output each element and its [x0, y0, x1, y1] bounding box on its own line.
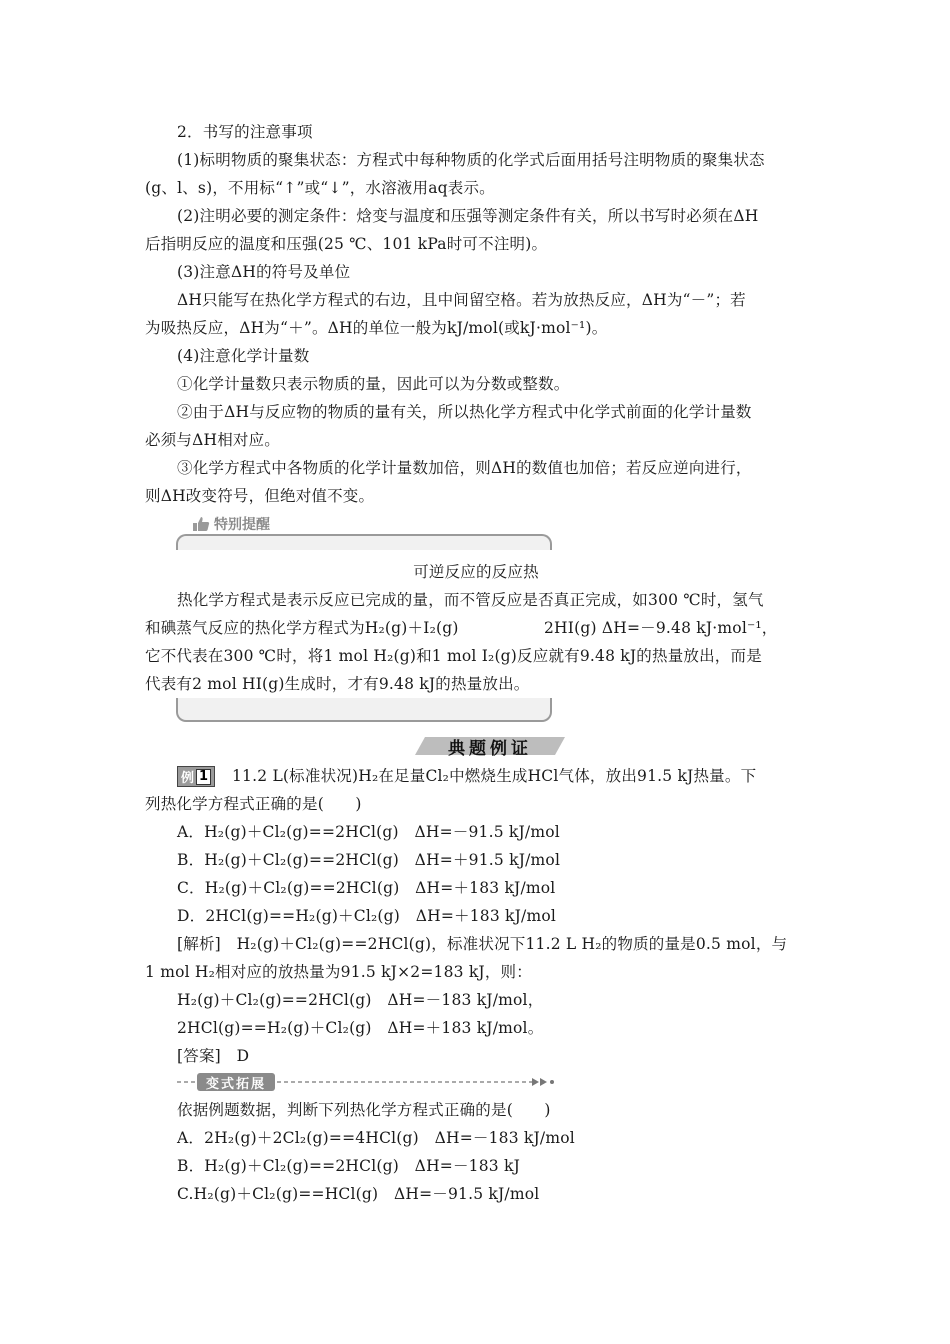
analysis-text: 1 mol H₂相对应的放热量为91.5 kJ×2=183 kJ，则：: [145, 963, 532, 981]
analysis-equation: H₂(g)＋Cl₂(g)==2HCl(g) ΔH=－183 kJ/mol，: [177, 991, 544, 1009]
tip-box-bottom: [176, 698, 552, 722]
tip-banner: [192, 514, 270, 534]
variant-option-a: A．2H₂(g)＋2Cl₂(g)==4HCl(g) ΔH=－183 kJ/mol: [177, 1129, 575, 1147]
text-line: (3)注意ΔH的符号及单位: [177, 263, 351, 281]
option-d: D．2HCl(g)==H₂(g)＋Cl₂(g) ΔH=＋183 kJ/mol: [177, 907, 557, 925]
text-line: 则ΔH改变符号，但绝对值不变。: [145, 487, 375, 505]
text-line: 后指明反应的温度和压强(25 ℃、101 kPa时可不注明)。: [145, 235, 548, 253]
tip-label: 特别提醒: [214, 517, 270, 533]
text-line: ③化学方程式中各物质的化学计量数加倍，则ΔH的数值也加倍；若反应逆向进行，: [177, 459, 752, 477]
example-label: [177, 766, 215, 787]
variant-option-b: B．H₂(g)＋Cl₂(g)==2HCl(g) ΔH=－183 kJ: [177, 1157, 520, 1175]
option-a: A．H₂(g)＋Cl₂(g)==2HCl(g) ΔH=－91.5 kJ/mol: [177, 823, 560, 841]
tip-title: 可逆反应的反应热: [413, 563, 539, 581]
text-line: (2)注明必要的测定条件：焓变与温度和压强等测定条件有关，所以书写时必须在ΔH: [177, 207, 759, 225]
option-c: C．H₂(g)＋Cl₂(g)==2HCl(g) ΔH=＋183 kJ/mol: [177, 879, 556, 897]
text-line: (1)标明物质的聚集状态：方程式中每种物质的化学式后面用括号注明物质的聚集状态: [177, 151, 765, 169]
tip-box-top: [176, 534, 552, 550]
tip-text: 2HI(g) ΔH=－9.48 kJ·mol⁻¹，: [544, 619, 778, 637]
option-b: B．H₂(g)＋Cl₂(g)==2HCl(g) ΔH=＋91.5 kJ/mol: [177, 851, 561, 869]
variant-option-c: C.H₂(g)＋Cl₂(g)==HCl(g) ΔH=－91.5 kJ/mol: [177, 1185, 540, 1203]
text-line: 为吸热反应，ΔH为“＋”。ΔH的单位一般为kJ/mol(或kJ·mol⁻¹)。: [145, 319, 608, 337]
example-question: 列热化学方程式正确的是( ): [145, 795, 362, 813]
tip-text: 它不代表在300 ℃时，将1 mol H₂(g)和1 mol I₂(g)反应就有9.48 kJ的热量放出，而是: [145, 647, 762, 665]
tip-text: 代表有2 mol HI(g)生成时，才有9.48 kJ的热量放出。: [145, 675, 530, 693]
text-line: (4)注意化学计量数: [177, 347, 310, 365]
thumbs-up-icon: [192, 516, 210, 532]
tip-text: 热化学方程式是表示反应已完成的量，而不管反应是否真正完成，如300 ℃时，氢气: [177, 591, 764, 609]
heading-writing-notes: 2．书写的注意事项: [177, 123, 313, 141]
text-line: (g、l、s)，不用标“↑”或“↓”，水溶液用aq表示。: [145, 179, 495, 197]
example-label-text: 例: [180, 771, 194, 786]
text-line: ②由于ΔH与反应物的物质的量有关，所以热化学方程式中化学式前面的化学计量数: [177, 403, 752, 421]
example-number: 1: [196, 769, 211, 785]
text-line: 必须与ΔH相对应。: [145, 431, 281, 449]
section-title: 典题例证: [448, 738, 532, 759]
text-line: ΔH只能写在热化学方程式的右边，且中间留空格。若为放热反应，ΔH为“－”；若: [177, 291, 746, 309]
variant-label: 变式拓展: [197, 1073, 275, 1091]
analysis-equation: 2HCl(g)==H₂(g)＋Cl₂(g) ΔH=＋183 kJ/mol。: [177, 1019, 544, 1037]
text-line: ①化学计量数只表示物质的量，因此可以为分数或整数。: [177, 375, 570, 393]
variant-question: 依据例题数据，判断下列热化学方程式正确的是( ): [177, 1101, 551, 1119]
answer-text: [答案] D: [177, 1047, 250, 1065]
example-question: 11.2 L(标准状况)H₂在足量Cl₂中燃烧生成HCl气体，放出91.5 kJ热量。下: [232, 767, 757, 785]
analysis-text: [解析] H₂(g)＋Cl₂(g)==2HCl(g)，标准状况下11.2 L H₂的物质的量是0.5 mol，与: [177, 935, 788, 953]
tip-text: 和碘蒸气反应的热化学方程式为H₂(g)＋I₂(g): [145, 619, 459, 637]
